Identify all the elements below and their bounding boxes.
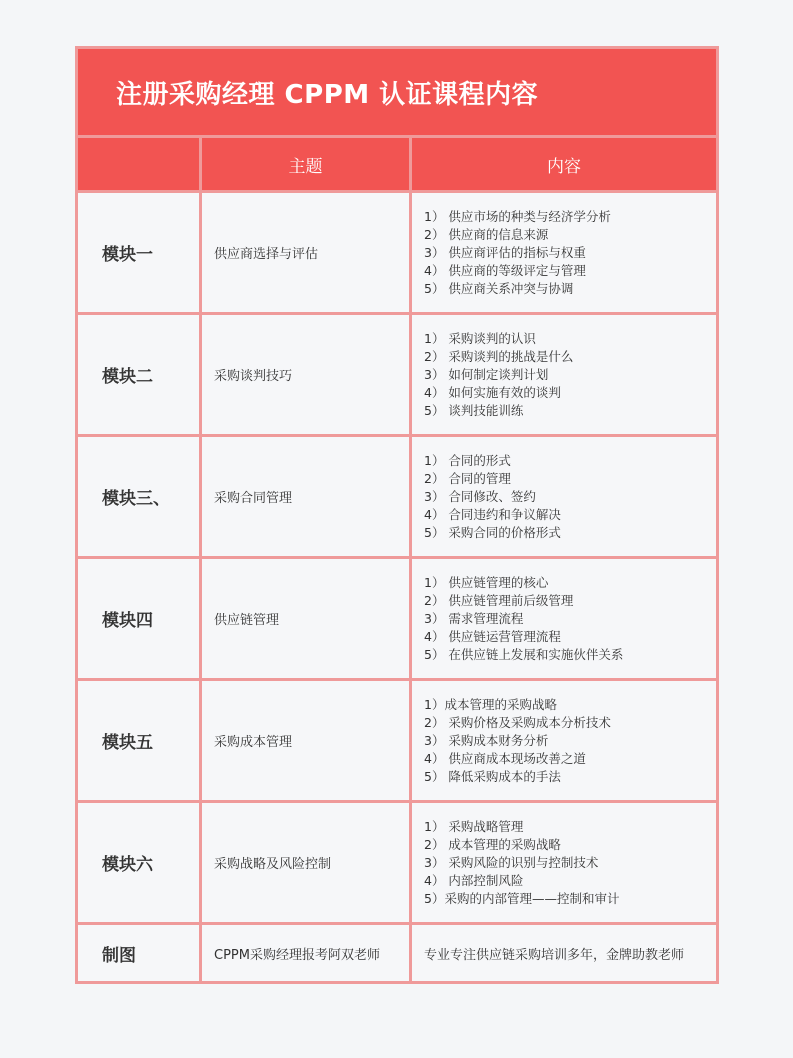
list-item: 3） 供应商评估的指标与权重 bbox=[424, 244, 586, 260]
list-item: 4） 内部控制风险 bbox=[424, 872, 524, 888]
list-item: 3） 采购成本财务分析 bbox=[424, 732, 549, 748]
module-label: 模块二 bbox=[78, 315, 199, 434]
list-item: 2） 成本管理的采购战略 bbox=[424, 836, 561, 852]
list-item: 1） 采购战略管理 bbox=[424, 818, 524, 834]
module-content bbox=[412, 193, 716, 312]
list-item: 4） 合同违约和争议解决 bbox=[424, 506, 561, 522]
header-module bbox=[78, 138, 199, 190]
page-title: 注册采购经理 CPPM 认证课程内容 bbox=[116, 79, 539, 110]
list-item: 3） 合同修改、签约 bbox=[424, 488, 536, 504]
module-topic: 供应商选择与评估 bbox=[202, 193, 409, 312]
module-topic: 采购成本管理 bbox=[202, 681, 409, 800]
content-list bbox=[424, 330, 573, 420]
footer-note: 专业专注供应链采购培训多年，金牌助教老师 bbox=[412, 925, 716, 981]
list-item: 3） 采购风险的识别与控制技术 bbox=[424, 854, 599, 870]
module-content bbox=[412, 559, 716, 678]
module-content bbox=[412, 803, 716, 922]
content-list bbox=[424, 696, 611, 786]
list-item: 2） 采购价格及采购成本分析技术 bbox=[424, 714, 611, 730]
list-item: 1） 供应链管理的核心 bbox=[424, 574, 549, 590]
list-item: 5） 供应商关系冲突与协调 bbox=[424, 280, 574, 296]
table-grid bbox=[78, 138, 716, 981]
module-topic: 采购合同管理 bbox=[202, 437, 409, 556]
header-content: 内容 bbox=[412, 138, 716, 190]
header-topic: 主题 bbox=[202, 138, 409, 190]
module-content bbox=[412, 437, 716, 556]
content-list bbox=[424, 452, 561, 542]
content-list bbox=[424, 818, 619, 908]
course-table bbox=[75, 46, 719, 984]
module-topic: 采购战略及风险控制 bbox=[202, 803, 409, 922]
list-item: 3） 需求管理流程 bbox=[424, 610, 524, 626]
list-item: 2） 合同的管理 bbox=[424, 470, 511, 486]
module-content bbox=[412, 315, 716, 434]
list-item: 1） 合同的形式 bbox=[424, 452, 511, 468]
list-item: 1） 采购谈判的认识 bbox=[424, 330, 536, 346]
module-label: 模块一 bbox=[78, 193, 199, 312]
list-item: 4） 供应商成本现场改善之道 bbox=[424, 750, 586, 766]
list-item: 3） 如何制定谈判计划 bbox=[424, 366, 549, 382]
content-list bbox=[424, 574, 623, 664]
list-item: 4） 供应商的等级评定与管理 bbox=[424, 262, 586, 278]
list-item: 1） 供应市场的种类与经济学分析 bbox=[424, 208, 611, 224]
page-background bbox=[14, 0, 779, 1058]
list-item: 2） 采购谈判的挑战是什么 bbox=[424, 348, 574, 364]
footer-author: CPPM采购经理报考阿双老师 bbox=[202, 925, 409, 981]
content-list bbox=[424, 208, 611, 298]
list-item: 5） 谈判技能训练 bbox=[424, 402, 524, 418]
list-item: 5） 降低采购成本的手法 bbox=[424, 768, 561, 784]
module-content bbox=[412, 681, 716, 800]
module-label: 模块六 bbox=[78, 803, 199, 922]
module-label: 模块四 bbox=[78, 559, 199, 678]
list-item: 4） 如何实施有效的谈判 bbox=[424, 384, 561, 400]
module-label: 模块五 bbox=[78, 681, 199, 800]
list-item: 5）采购的内部管理——控制和审计 bbox=[424, 890, 620, 906]
footer-label: 制图 bbox=[78, 925, 199, 981]
module-label: 模块三、 bbox=[78, 437, 199, 556]
list-item: 5） 采购合同的价格形式 bbox=[424, 524, 561, 540]
list-item: 5） 在供应链上发展和实施伙伴关系 bbox=[424, 646, 624, 662]
title-bar bbox=[78, 49, 716, 138]
module-topic: 采购谈判技巧 bbox=[202, 315, 409, 434]
list-item: 2） 供应商的信息来源 bbox=[424, 226, 549, 242]
list-item: 2） 供应链管理前后级管理 bbox=[424, 592, 574, 608]
list-item: 1）成本管理的采购战略 bbox=[424, 696, 557, 712]
module-topic: 供应链管理 bbox=[202, 559, 409, 678]
list-item: 4） 供应链运营管理流程 bbox=[424, 628, 561, 644]
